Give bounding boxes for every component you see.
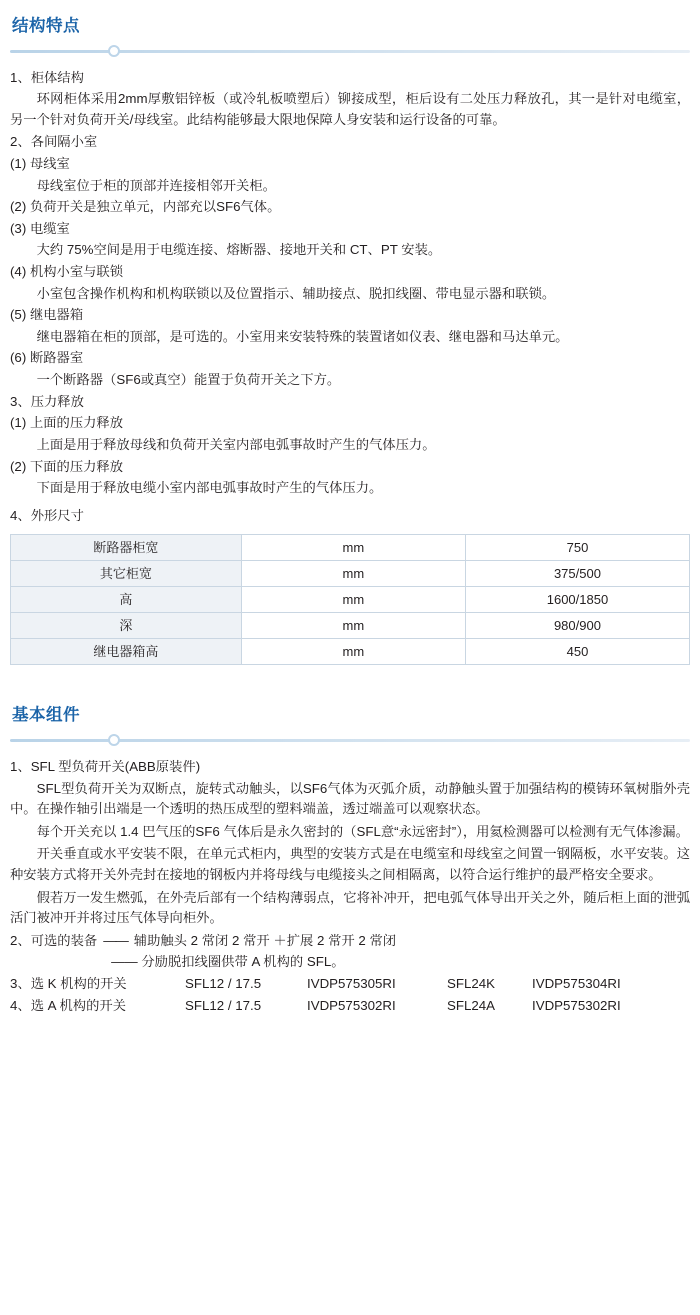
model-type1: SFL12 / 17.5: [185, 976, 262, 992]
document-page: [0, 14, 700, 1025]
model-type1: SFL12 / 17.5: [185, 997, 262, 1013]
divider-knob-icon: [108, 45, 120, 57]
paragraph: 环网柜体采用2mm厚敷铝锌板（或冷轧板喷塑后）铆接成型，柜后设有二处压力释放孔，其一是针对电缆室，另一个针对负荷开关/母线室。此结构能够最大限地保障人身安装和运行设备的可靠。: [10, 91, 690, 127]
paragraph: (4) 机构小室与联锁: [10, 264, 124, 280]
table-row: [11, 535, 690, 561]
optional-equipment-row: [10, 931, 690, 952]
section-header-structure: [10, 14, 690, 40]
table-cell-unit: mm: [241, 535, 465, 561]
model-code1: IVDP575305RI: [307, 976, 396, 992]
paragraph: SFL型负荷开关为双断点，旋转式动触头，以SF6气体为灭弧介质，动静触头置于加强结构的模铸环氧树脂外壳中。在操作轴引出端是一个透明的热压成型的塑料端盖，透过端盖可以观察状态。: [10, 780, 690, 817]
dimensions-table: [10, 534, 690, 665]
optional-equipment-row-2: [10, 952, 690, 973]
model-code1: IVDP575302RI: [307, 997, 396, 1013]
dash-separator: ——: [103, 932, 128, 948]
paragraph: 继电器箱在柜的顶部，是可选的。小室用来安装特殊的装置诸如仪表、继电器和马达单元。: [36, 328, 569, 344]
table-cell-label: 断路器柜宽: [11, 535, 242, 561]
model-code2: IVDP575302RI: [532, 997, 621, 1013]
paragraph: 母线室位于柜的顶部并连接相邻开关柜。: [36, 177, 276, 193]
paragraph: 一个断路器（SF6或真空）能置于负荷开关之下方。: [36, 372, 341, 388]
paragraph: (1) 上面的压力释放: [10, 415, 124, 431]
table-row: [11, 613, 690, 639]
paragraph: 每个开关充以 1.4 巴气压的SF6 气体后是永久密封的（SFL意“永远密封”），用氦检测器可以检测有无气体渗漏。: [36, 823, 689, 839]
paragraph: 1、柜体结构: [10, 69, 84, 85]
table-cell-value: 980/900: [465, 613, 689, 639]
model-name: 3、选 K 机构的开关: [10, 976, 127, 992]
table-cell-unit: mm: [241, 613, 465, 639]
table-cell-label: 其它柜宽: [11, 561, 242, 587]
table-cell-value: 375/500: [465, 561, 689, 587]
section-title: 结构特点: [12, 17, 80, 35]
paragraph: 假若万一发生燃弧，在外壳后部有一个结构薄弱点，它将补冲开，把电弧气体导出开关之外，随后柜上面的泄弧活门被冲开并将过压气体导向柜外。: [10, 889, 690, 926]
paragraph: 上面是用于释放母线和负荷开关室内部电弧事故时产生的气体压力。: [36, 436, 436, 452]
optional-equipment-label: 2、可选的装备: [10, 932, 98, 948]
optional-equipment-line1: 辅助触头 2 常闭 2 常开 ＋扩展 2 常开 2 常闭: [133, 932, 397, 948]
divider-knob-icon: [108, 734, 120, 746]
paragraph: (2) 负荷开关是独立单元，内部充以SF6气体。: [10, 199, 281, 215]
table-cell-label: 高: [11, 587, 242, 613]
table-row: [11, 639, 690, 665]
model-name: 4、选 A 机构的开关: [10, 997, 126, 1013]
paragraph: (6) 断路器室: [10, 350, 84, 366]
model-type2: SFL24A: [447, 997, 496, 1013]
paragraph: 3、压力释放: [10, 393, 84, 409]
paragraph: 4、外形尺寸: [10, 507, 84, 523]
paragraph: 小室包含操作机构和机构联锁以及位置指示、辅助接点、脱扣线圈、带电显示器和联锁。: [36, 285, 556, 301]
model-type2: SFL24K: [447, 976, 496, 992]
table-row: [11, 587, 690, 613]
paragraph: 大约 75%空间是用于电缆连接、熔断器、接地开关和 CT、PT 安装。: [36, 242, 442, 258]
table-cell-unit: mm: [241, 561, 465, 587]
model-code2: IVDP575304RI: [532, 976, 621, 992]
table-cell-label: 深: [11, 613, 242, 639]
dash-separator: ——: [111, 954, 138, 970]
paragraph: (5) 继电器箱: [10, 307, 84, 323]
table-cell-value: 750: [465, 535, 689, 561]
paragraph: 下面是用于释放电缆小室内部电弧事故时产生的气体压力。: [36, 480, 383, 496]
table-cell-value: 450: [465, 639, 689, 665]
section-title: 基本组件: [12, 706, 80, 725]
paragraph: (1) 母线室: [10, 156, 70, 171]
model-row: [10, 974, 690, 995]
paragraph: (2) 下面的压力释放: [10, 458, 124, 474]
section-divider: [10, 733, 690, 747]
table-cell-unit: mm: [241, 587, 465, 613]
optional-equipment-line2: 分励脱扣线圈供带 A 机构的 SFL。: [141, 954, 345, 970]
section-divider: [10, 44, 690, 58]
paragraph: 开关垂直或水平安装不限，在单元式柜内，典型的安装方式是在电缆室和母线室之间置一钢隔板，水平安装。这种安装方式将开关外壳封在接地的钢板内并将母线与电缆接头之间相隔离，以符合运行维护的最严格安全要求。: [10, 846, 690, 882]
table-cell-unit: mm: [241, 639, 465, 665]
paragraph: 2、各间隔小室: [10, 134, 98, 150]
paragraph: (3) 电缆室: [10, 220, 70, 236]
table-cell-value: 1600/1850: [465, 587, 689, 613]
table-cell-label: 继电器箱高: [11, 639, 242, 665]
paragraph: 1、SFL 型负荷开关(ABB原装件): [10, 758, 201, 774]
model-row: [10, 996, 690, 1017]
section-header-components: [10, 703, 690, 729]
table-row: [11, 561, 690, 587]
